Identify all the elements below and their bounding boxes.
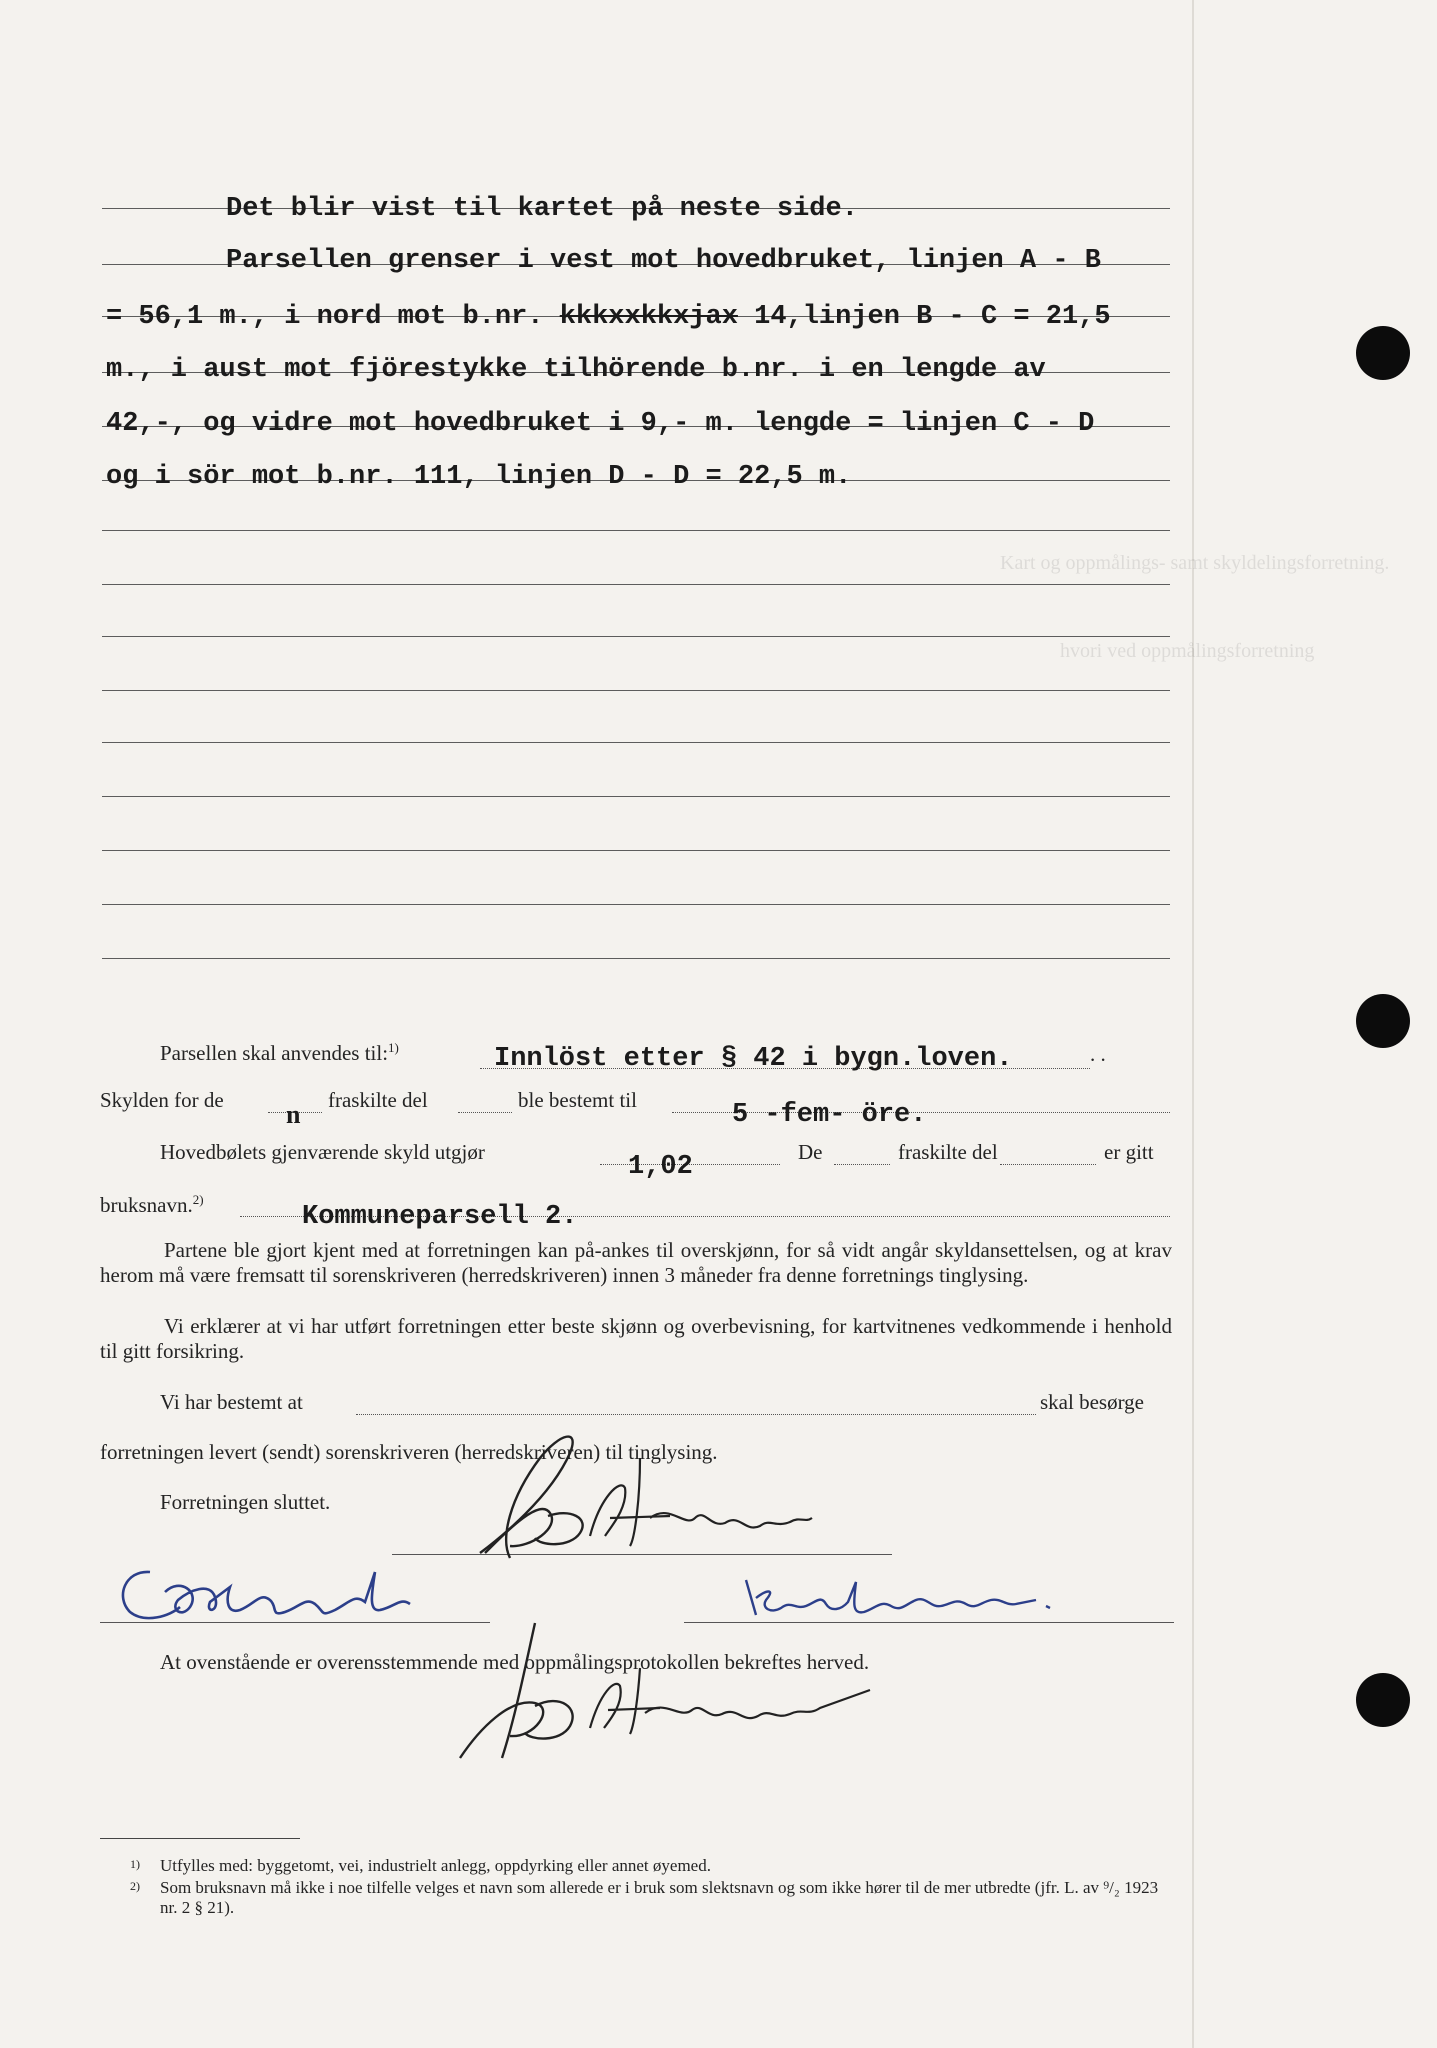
ruled-line (102, 530, 1170, 531)
bleed-through-text: Kart og oppmålings- samt skyldelingsforretning. (1000, 552, 1390, 574)
declaration-paragraph-text: Vi erklærer at vi har utført forretningen etter beste skjønn og overbevisning, for kartvitnenes vedkommende i henhold til gitt forsikring. (100, 1314, 1172, 1363)
hoved-dotted-line (1000, 1164, 1096, 1165)
use-footnote-ref: 1) (388, 1040, 399, 1055)
footnote-2-marker: 2) (130, 1879, 140, 1893)
hoved-label: Hovedbølets gjenværende skyld utgjør (160, 1140, 485, 1164)
skyld-value: 5 -fem- öre. (732, 1100, 927, 1130)
skyld-label-c: ble bestemt til (518, 1088, 637, 1112)
skyld-label-a: Skylden for de (100, 1088, 224, 1112)
footnote-2-text: Som bruksnavn må ikke i noe tilfelle velges et navn som allerede er i bruk som slektsnavn og som ikke hører til de mer utbredte (jfr. L. av ⁹/₂ 1923 nr. 2 § 21). (160, 1878, 1159, 1917)
use-label (160, 1040, 399, 1066)
footnote-2 (130, 1878, 1170, 1918)
handwritten-signature (440, 1418, 840, 1568)
ruled-line (102, 742, 1170, 743)
ruled-line (102, 904, 1170, 905)
footnote-1-text: Utfylles med: byggetomt, vei, industrielt anlegg, oppdyrking eller annet øyemed. (160, 1856, 711, 1875)
hoved-label-c: fraskilte del (898, 1140, 998, 1164)
hoved-label-b: De (798, 1140, 823, 1164)
struck-text: kkkxxkkxjax (559, 302, 738, 332)
typed-line-3-start: = 56,1 m., i nord mot b.nr. (106, 302, 560, 332)
typed-line-5: 42,-, og vidre mot hovedbruket i 9,- m. lengde = linjen C - D (106, 409, 1095, 439)
bruksnavn-value: Kommuneparsell 2. (302, 1202, 578, 1232)
bestemt-dotted-line (356, 1414, 1036, 1415)
ruled-line (102, 584, 1170, 585)
hoved-dotted-line (834, 1164, 890, 1165)
ruled-line (102, 690, 1170, 691)
typed-line-3-end: 14,linjen B - C = 21,5 (737, 302, 1111, 332)
bleed-through-text: hvori ved oppmålingsforretning (1060, 640, 1315, 662)
typed-line-3 (106, 302, 1111, 332)
use-label-text: Parsellen skal anvendes til: (160, 1041, 389, 1065)
ruled-line (102, 850, 1170, 851)
punch-hole (1356, 994, 1410, 1048)
typed-line-1: Det blir vist til kartet på neste side. (226, 194, 858, 224)
footnote-1-marker: 1) (130, 1857, 140, 1871)
skyld-dotted-line (458, 1112, 512, 1113)
sluttet-label: Forretningen sluttet. (160, 1490, 331, 1514)
page-fold-line (1192, 0, 1194, 2048)
ruled-line (102, 636, 1170, 637)
typed-line-6: og i sör mot b.nr. 111, linjen D - D = 22,5 m. (106, 462, 852, 492)
skyld-label-b: fraskilte del (328, 1088, 428, 1112)
ruled-line (102, 796, 1170, 797)
bruksnavn-footnote-ref: 2) (192, 1192, 204, 1207)
punch-hole (1356, 1673, 1410, 1727)
use-trailing-dots: . . (1090, 1042, 1106, 1066)
bestemt-label-b: skal besørge (1040, 1390, 1145, 1414)
footnote-rule (100, 1838, 300, 1839)
bruksnavn-label-text: bruksnavn. (100, 1193, 193, 1217)
handwritten-signature-blue (110, 1552, 470, 1632)
levert-label: forretningen levert (sendt) sorenskriveren (herredskriveren) til tinglysing. (100, 1440, 718, 1464)
ruled-line (102, 958, 1170, 959)
footnote-1 (130, 1856, 1170, 1876)
punch-hole (1356, 326, 1410, 380)
bestemt-label-a: Vi har bestemt at (160, 1390, 303, 1414)
hoved-value: 1,02 (628, 1152, 693, 1182)
skyld-handwritten-n: n (286, 1100, 301, 1129)
typed-line-2: Parsellen grenser i vest mot hovedbruket, linjen A - B (226, 246, 1101, 276)
bruksnavn-label (100, 1192, 204, 1218)
appeal-paragraph-text: Partene ble gjort kjent med at forretningen kan på-ankes til overskjønn, for så vidt angår skyldansettelsen, og at krav herom må være fremsatt til sorenskriveren (herredskriveren) innen 3 måneder fra denne forretnings tinglysing. (100, 1238, 1172, 1287)
appeal-paragraph (100, 1238, 1172, 1288)
hoved-label-d: er gitt (1104, 1140, 1154, 1164)
handwritten-signature (440, 1608, 880, 1768)
use-value: Innlöst etter § 42 i bygn.loven. (494, 1044, 1013, 1074)
typed-line-4: m., i aust mot fjörestykke tilhörende b.nr. i en lengde av (106, 355, 1046, 385)
declaration-paragraph (100, 1314, 1172, 1364)
confirm-label: At ovenstående er overensstemmende med oppmålingsprotokollen bekreftes herved. (160, 1650, 870, 1674)
